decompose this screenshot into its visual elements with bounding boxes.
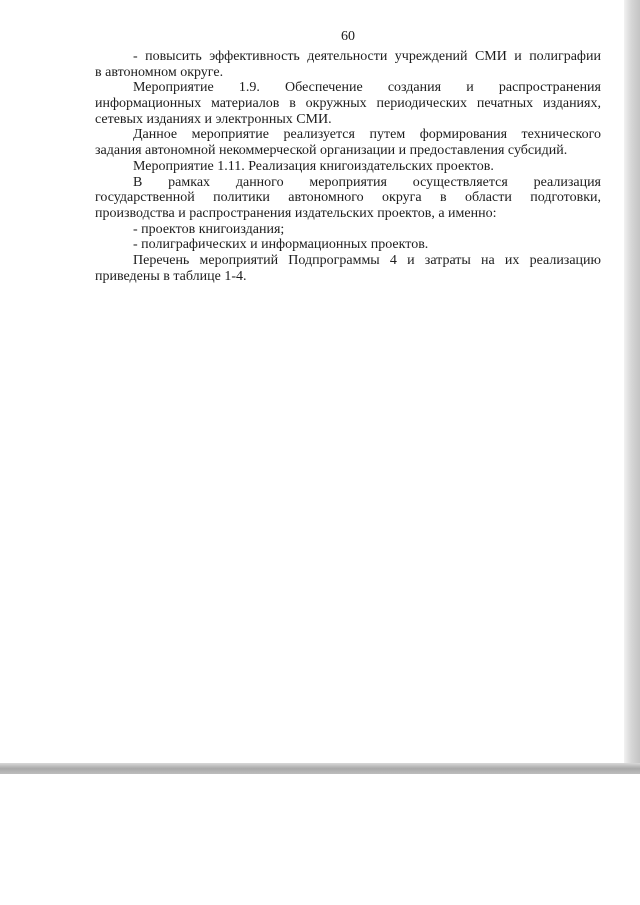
- scan-edge-right: [624, 0, 640, 764]
- paragraph-policy: [95, 175, 601, 222]
- text-line: сетевых изданиях и электронных СМИ.: [95, 111, 332, 127]
- text-line: приведены в таблице 1-4.: [95, 268, 247, 284]
- text-line: - полиграфических и информационных проектов.: [133, 237, 429, 253]
- list-item-book-projects: [95, 222, 601, 238]
- paragraph-implementation: [95, 127, 601, 158]
- text-line: Мероприятие 1.9. Обеспечение создания и распространения: [133, 80, 601, 96]
- text-line: в автономном округе.: [95, 64, 224, 80]
- text-line: Данное мероприятие реализуется путем формирования технического: [133, 127, 601, 143]
- list-item-print-projects: [95, 237, 601, 253]
- paragraph-goal: [95, 49, 601, 80]
- text-line: - проектов книгоиздания;: [133, 221, 285, 237]
- paragraph-measure-1-9: [95, 80, 601, 127]
- text-line: Перечень мероприятий Подпрограммы 4 и затраты на их реализацию: [133, 252, 601, 268]
- text-line: государственной политики автономного округа в области подготовки,: [95, 190, 601, 206]
- text-line: производства и распространения издательских проектов, а именно:: [95, 205, 497, 221]
- paragraph-measure-1-11: [95, 159, 601, 175]
- page-number: 60: [341, 29, 355, 44]
- paragraph-table-reference: [95, 253, 601, 284]
- text-line: В рамках данного мероприятия осуществляется реализация: [133, 174, 601, 190]
- text-line: Мероприятие 1.11. Реализация книгоиздательских проектов.: [133, 158, 494, 174]
- scan-edge-bottom: [0, 763, 640, 774]
- text-line: информационных материалов в окружных периодических печатных изданиях,: [95, 96, 601, 112]
- text-line: - повысить эффективность деятельности учреждений СМИ и полиграфии: [133, 49, 601, 64]
- text-line: задания автономной некоммерческой организации и предоставления субсидий.: [95, 143, 568, 159]
- body-text: [95, 49, 601, 284]
